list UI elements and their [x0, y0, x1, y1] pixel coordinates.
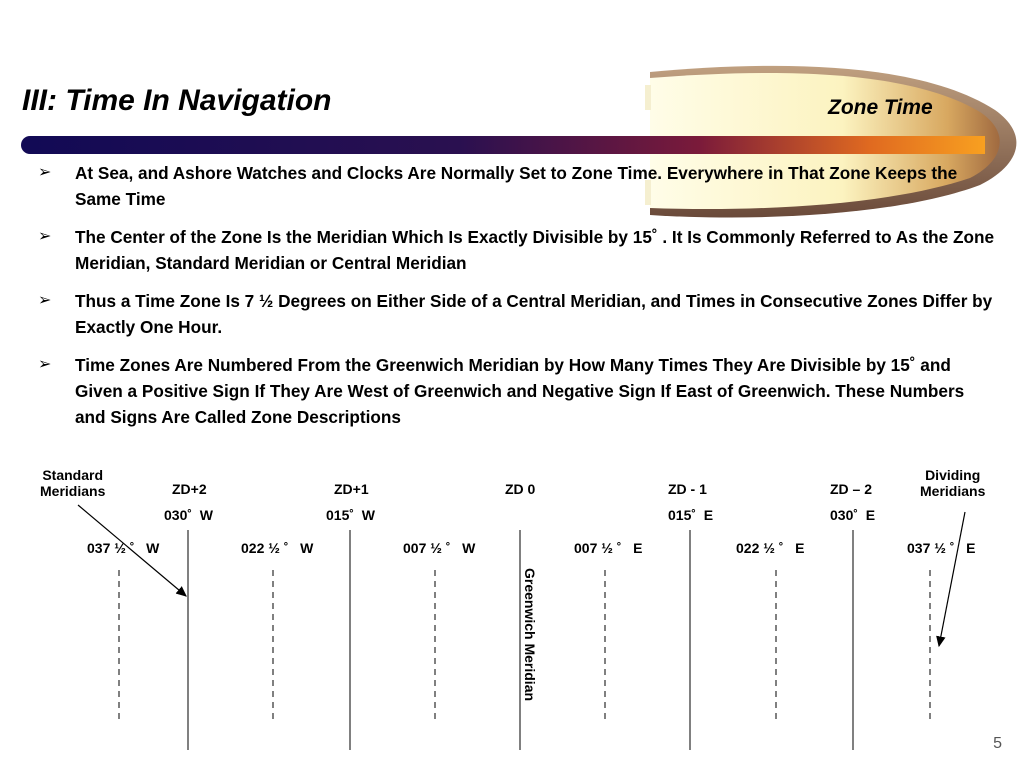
zone-description-label: ZD – 2: [830, 481, 873, 497]
bullet-item: [35, 288, 995, 340]
arrow-bullet-icon: ➢: [38, 292, 52, 309]
standard-meridians-label: Standard Meridians: [40, 467, 106, 499]
bullet-list: [35, 160, 995, 442]
arrow-bullet-icon: ➢: [38, 164, 52, 181]
bullet-text: At Sea, and Ashore Watches and Clocks Are Normally Set to Zone Time. Everywhere in That Zone Keeps the Same Time: [75, 163, 958, 209]
standard-meridian-value: 030˚ E: [830, 507, 876, 523]
title-bar: [21, 136, 985, 154]
bullet-text: The Center of the Zone Is the Meridian Which Is Exactly Divisible by 15˚ . It Is Commonly Referred to As the Zone Meridian, Standard Meridian or Central Meridian: [75, 227, 995, 273]
arrow-bullet-icon: ➢: [38, 228, 52, 245]
bullet-item: [35, 160, 995, 212]
standard-meridian-value: 015˚ W: [326, 507, 376, 523]
zone-description-label: ZD+2: [172, 481, 207, 497]
meridian-diagram: [0, 460, 1024, 760]
standard-meridian-value: 030˚ W: [164, 507, 214, 523]
standard-meridian-value: 015˚ E: [668, 507, 714, 523]
slide-title: III: Time In Navigation: [22, 84, 332, 117]
dividing-meridian-value: 007 ½ ˚ W: [403, 540, 476, 556]
slide-subtitle: Zone Time: [828, 96, 933, 119]
bullet-text: Time Zones Are Numbered From the Greenwich Meridian by How Many Times They Are Divisible by 15˚ and Given a Positive Sign If They Are West of Greenwich and Negative Sign If East of Greenwich. These Numbers and Signs Are Called Zone Descriptions: [75, 355, 965, 427]
dividing-meridian-value: 037 ½ ˚ E: [907, 540, 976, 556]
zone-description-label: ZD - 1: [668, 481, 707, 497]
dividing-meridian-value: 007 ½ ˚ E: [574, 540, 643, 556]
dividing-meridian-value: 022 ½ ˚ W: [241, 540, 314, 556]
zone-description-label: ZD+1: [334, 481, 369, 497]
dividing-pointer-arrow: [939, 512, 965, 646]
dividing-meridian-value: 037 ½ ˚ W: [87, 540, 160, 556]
page-number: 5: [993, 735, 1002, 752]
zone-description-label: ZD 0: [505, 481, 536, 497]
arrow-bullet-icon: ➢: [38, 356, 52, 373]
bullet-text: Thus a Time Zone Is 7 ½ Degrees on Either Side of a Central Meridian, and Times in Consecutive Zones Differ by Exactly One Hour.: [75, 291, 993, 337]
greenwich-meridian-label: Greenwich Meridian: [522, 568, 538, 702]
dividing-meridian-value: 022 ½ ˚ E: [736, 540, 805, 556]
bullet-item: [35, 224, 995, 276]
dividing-meridians-label: Dividing Meridians: [920, 467, 986, 499]
bullet-item: [35, 352, 995, 430]
